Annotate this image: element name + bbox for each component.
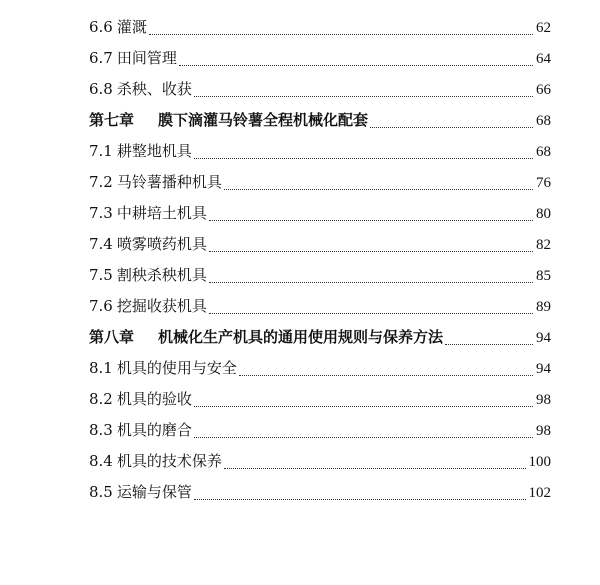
toc-entry-title: 喷雾喷药机具	[116, 235, 207, 253]
toc-entry-title: 机具的技术保养	[116, 452, 222, 470]
toc-entry-page: 82	[536, 237, 551, 253]
dot-leader	[194, 437, 533, 438]
toc-chapter-title: 机械化生产机具的通用使用规则与保养方法	[158, 328, 444, 346]
toc-entry-page: 100	[528, 454, 551, 470]
toc-entry-number: 7.4	[89, 235, 113, 253]
toc-entry-page: 89	[536, 299, 551, 315]
toc-entry-title: 机具的验收	[116, 390, 192, 408]
toc-entry-number: 8.4	[89, 452, 113, 470]
toc-entry-page: 102	[528, 485, 551, 501]
toc-entry-number: 8.3	[89, 421, 113, 439]
toc-entry-title: 挖掘收获机具	[116, 297, 207, 315]
dot-leader	[209, 220, 533, 221]
dot-leader	[149, 34, 533, 35]
toc-entry-7-5[interactable]	[89, 260, 551, 291]
toc-entry-page: 98	[536, 392, 551, 408]
toc-entry-number: 6.6	[89, 18, 113, 36]
toc-entry-title: 田间管理	[116, 49, 177, 67]
dot-leader	[194, 406, 533, 407]
toc-entry-number: 7.1	[89, 142, 113, 160]
toc-entry-number: 6.8	[89, 80, 113, 98]
toc-entry-number: 7.2	[89, 173, 113, 191]
toc-entry-7-6[interactable]	[89, 291, 551, 322]
toc-chapter-number: 第八章	[89, 328, 135, 346]
toc-entry-page: 98	[536, 423, 551, 439]
toc-entry-title: 运输与保管	[116, 483, 192, 501]
dot-leader	[179, 65, 533, 66]
toc-entry-page: 76	[536, 175, 551, 191]
toc-entry-page: 85	[536, 268, 551, 284]
toc-entry-title: 机具的使用与安全	[116, 359, 237, 377]
toc-entry-7-4[interactable]	[89, 229, 551, 260]
dot-leader	[224, 189, 533, 190]
toc-entry-8-5[interactable]	[89, 477, 551, 508]
toc-entry-number: 7.3	[89, 204, 113, 222]
toc-entry-6-8[interactable]	[89, 74, 551, 105]
dot-leader	[209, 251, 533, 252]
toc-entry-6-7[interactable]	[89, 43, 551, 74]
toc-entry-number: 8.1	[89, 359, 113, 377]
toc-chapter-number: 第七章	[89, 111, 135, 129]
toc-entry-number: 7.6	[89, 297, 113, 315]
toc-entry-page: 94	[536, 361, 551, 377]
dot-leader	[194, 96, 533, 97]
toc-entry-number: 6.7	[89, 49, 113, 67]
toc-entry-title: 灌溉	[116, 18, 147, 36]
toc-entry-8-2[interactable]	[89, 384, 551, 415]
toc-entry-page: 62	[536, 20, 551, 36]
toc-entry-7-3[interactable]	[89, 198, 551, 229]
toc-entry-page: 80	[536, 206, 551, 222]
toc-entry-page: 66	[536, 82, 551, 98]
toc-chapter-title: 膜下滴灌马铃薯全程机械化配套	[158, 111, 369, 129]
toc-entry-title: 马铃薯播种机具	[116, 173, 222, 191]
toc-entry-8-4[interactable]	[89, 446, 551, 477]
toc-entry-number: 8.2	[89, 390, 113, 408]
dot-leader	[194, 158, 533, 159]
dot-leader	[194, 499, 526, 500]
toc-entry-title: 杀秧、收获	[116, 80, 192, 98]
toc-entry-title: 中耕培土机具	[116, 204, 207, 222]
toc-entry-page: 68	[536, 113, 551, 129]
toc-entry-title: 耕整地机具	[116, 142, 192, 160]
dot-leader	[445, 344, 533, 345]
toc-entry-number: 7.5	[89, 266, 113, 284]
dot-leader	[370, 127, 533, 128]
dot-leader	[209, 282, 533, 283]
toc-entry-title: 机具的磨合	[116, 421, 192, 439]
toc-chapter-7[interactable]	[89, 105, 551, 136]
dot-leader	[224, 468, 526, 469]
toc-entry-page: 94	[536, 330, 551, 346]
table-of-contents	[89, 12, 551, 508]
toc-entry-6-6[interactable]	[89, 12, 551, 43]
toc-entry-title: 割秧杀秧机具	[116, 266, 207, 284]
toc-entry-8-1[interactable]	[89, 353, 551, 384]
dot-leader	[209, 313, 533, 314]
toc-entry-page: 64	[536, 51, 551, 67]
toc-entry-7-1[interactable]	[89, 136, 551, 167]
toc-chapter-8[interactable]	[89, 322, 551, 353]
toc-entry-8-3[interactable]	[89, 415, 551, 446]
dot-leader	[239, 375, 533, 376]
toc-entry-page: 68	[536, 144, 551, 160]
toc-entry-7-2[interactable]	[89, 167, 551, 198]
toc-entry-number: 8.5	[89, 483, 113, 501]
